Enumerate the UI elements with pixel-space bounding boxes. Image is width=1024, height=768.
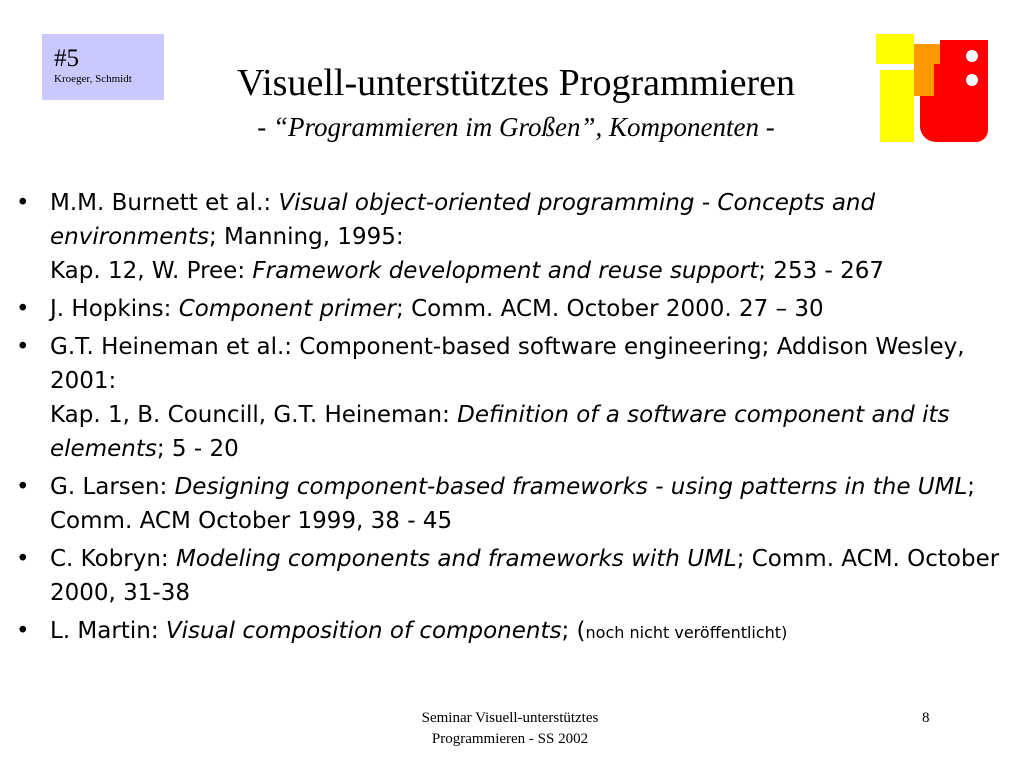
reference-list bbox=[16, 186, 1006, 654]
bullet-point: • bbox=[16, 296, 30, 322]
reference-item bbox=[16, 292, 1006, 326]
reference-title: Visual object-oriented programming - Concepts and environments bbox=[50, 190, 876, 250]
authors-label: Kroeger, Schmidt bbox=[54, 73, 132, 85]
footer-line-2: Programmieren - SS 2002 bbox=[431, 731, 589, 747]
university-logo bbox=[876, 34, 988, 142]
reference-line bbox=[50, 254, 1006, 288]
reference-text: G. Larsen: bbox=[50, 474, 175, 500]
reference-text: ; Comm. ACM October 1999, 38 - 45 bbox=[50, 474, 976, 534]
footer bbox=[340, 708, 680, 750]
reference-text: noch nicht veröffentlicht) bbox=[585, 623, 788, 642]
reference-line bbox=[50, 186, 1006, 254]
reference-line bbox=[50, 330, 1006, 398]
reference-title: Designing component-based frameworks - using patterns in the UML bbox=[174, 474, 968, 500]
logo-white-dot-bottom bbox=[966, 74, 978, 86]
reference-text: Kap. 1, B. Councill, G.T. Heineman: bbox=[50, 402, 458, 428]
slide-number-badge bbox=[42, 34, 164, 100]
reference-line bbox=[50, 614, 1006, 650]
reference-text: L. Martin: bbox=[50, 618, 166, 644]
reference-item bbox=[16, 330, 1006, 466]
reference-item bbox=[16, 614, 1006, 650]
slide-number: #5 bbox=[54, 45, 79, 72]
bullet-point: • bbox=[16, 546, 30, 572]
reference-title: Framework development and reuse support bbox=[252, 258, 759, 284]
reference-text: ; Comm. ACM. October 2000, 31-38 bbox=[50, 546, 1000, 606]
reference-line bbox=[50, 292, 1006, 326]
reference-item bbox=[16, 542, 1006, 610]
footer-line-1: Seminar Visuell-unterstütztes bbox=[421, 710, 599, 726]
reference-title: Component primer bbox=[178, 296, 397, 322]
reference-text: M.M. Burnett et al.: bbox=[50, 190, 279, 216]
reference-title: Visual composition of components bbox=[165, 618, 562, 644]
reference-text: ; Comm. ACM. October 2000. 27 – 30 bbox=[396, 296, 824, 322]
reference-text: ; Manning, 1995: bbox=[208, 224, 404, 250]
reference-text: C. Kobryn: bbox=[50, 546, 176, 572]
logo-white-dot-top bbox=[966, 50, 978, 62]
bullet-point: • bbox=[16, 334, 30, 360]
reference-text: J. Hopkins: bbox=[50, 296, 179, 322]
slide-title: Visuell-unterstütztes Programmieren bbox=[236, 62, 796, 104]
reference-item bbox=[16, 186, 1006, 288]
reference-line bbox=[50, 470, 1006, 538]
reference-text: ; ( bbox=[561, 618, 586, 644]
slide-subtitle: - “Programmieren im Großen”, Komponenten - bbox=[257, 112, 775, 142]
reference-text: ; 253 - 267 bbox=[758, 258, 885, 284]
bullet-point: • bbox=[16, 474, 30, 500]
reference-title: Modeling components and frameworks with UML bbox=[176, 546, 737, 572]
reference-line bbox=[50, 398, 1006, 466]
reference-text: Kap. 12, W. Pree: bbox=[50, 258, 253, 284]
reference-item bbox=[16, 470, 1006, 538]
reference-text: ; 5 - 20 bbox=[156, 436, 239, 462]
bullet-point: • bbox=[16, 618, 30, 644]
reference-title: Definition of a software component and its elements bbox=[50, 402, 950, 462]
bullet-point: • bbox=[16, 190, 30, 216]
reference-line bbox=[50, 542, 1006, 610]
reference-text: G.T. Heineman et al.: Component-based software engineering; Addison Wesley, 2001: bbox=[50, 334, 965, 394]
logo-yellow-bar bbox=[876, 34, 914, 64]
logo-yellow-stem bbox=[880, 70, 914, 142]
page-number: 8 bbox=[922, 710, 930, 726]
